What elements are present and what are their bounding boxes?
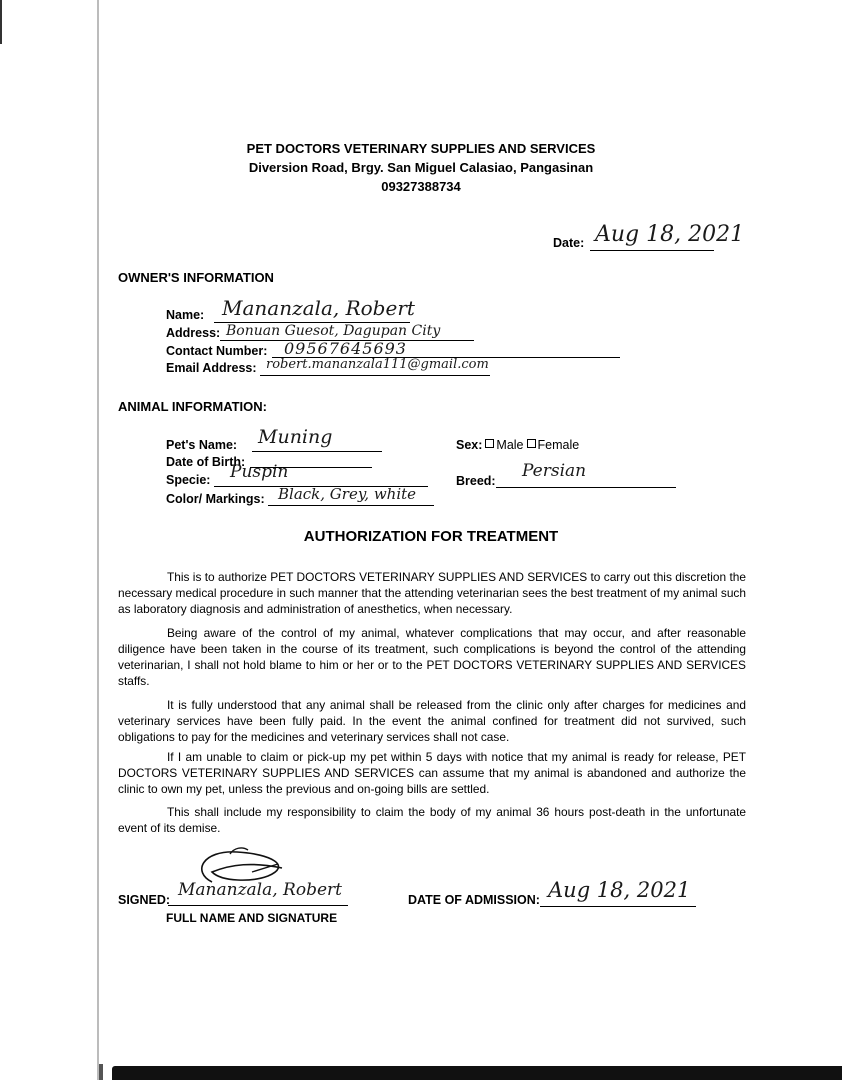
species-value: Puspin <box>230 462 289 482</box>
signed-value: Mananzala, Robert <box>178 880 342 900</box>
authorization-title: AUTHORIZATION FOR TREATMENT <box>303 528 559 545</box>
male-checkbox <box>485 439 494 448</box>
signed-label: SIGNED: <box>118 893 171 907</box>
scan-edge-mark <box>0 0 2 44</box>
admission-date-line <box>540 906 696 907</box>
authorization-paragraph-3: It is fully understood that any animal shall be released from the clinic only after charges for medicines and veterinary services have been fully paid. In the event the animal confined for treatment did not survived, such obligations to pay for the medicines and veterinary services shall not case. <box>118 698 746 744</box>
species-label: Specie: <box>166 473 211 487</box>
breed-value: Persian <box>522 461 587 481</box>
owner-email-value: robert.mananzala111@gmail.com <box>266 357 489 372</box>
admission-date-label: DATE OF ADMISSION: <box>408 893 540 907</box>
pet-name-line <box>252 451 382 452</box>
signature-caption: FULL NAME AND SIGNATURE <box>166 911 338 925</box>
owner-address-value: Bonuan Guesot, Dagupan City <box>226 323 441 339</box>
owner-section-title: OWNER'S INFORMATION <box>118 270 274 285</box>
color-value: Black, Grey, white <box>278 485 417 503</box>
sex-label: Sex: <box>456 438 483 452</box>
authorization-paragraph-4: If I am unable to claim or pick-up my pet within 5 days with notice that my animal is ready for release, PET DOCTORS VETERINARY SUPPLIES AND SERVICES can assume that my animal is abandoned and authorize the clinic to own my pet, unless the previous and on-going bills are settled. <box>118 750 746 796</box>
date-label: Date: <box>553 236 585 250</box>
signed-line <box>168 905 348 906</box>
breed-line <box>496 487 676 488</box>
authorization-paragraph-5: This shall include my responsibility to claim the body of my animal 36 hours post-death in the unfortunate event of its demise. <box>118 805 746 835</box>
color-label: Color/ Markings: <box>166 492 265 506</box>
clinic-address: Diversion Road, Brgy. San Miguel Calasiao, Pangasinan <box>248 160 594 175</box>
date-value: Aug 18, 2021 <box>595 222 745 247</box>
scan-bottom-tick <box>99 1064 103 1080</box>
authorization-paragraph-1: This is to authorize PET DOCTORS VETERINARY SUPPLIES AND SERVICES to carry out this discretion the necessary medical procedure in such manner that the attending veterinarian sees the best treatment of my animal such as laboratory diagnosis and administration of anesthetics, when necessary. <box>118 570 746 616</box>
sex-field <box>456 438 579 452</box>
owner-email-line <box>260 375 490 376</box>
color-line <box>268 505 434 506</box>
clinic-phone: 09327388734 <box>381 179 461 194</box>
owner-name-label: Name: <box>166 308 205 322</box>
female-checkbox <box>527 439 536 448</box>
owner-email-label: Email Address: <box>166 361 257 375</box>
owner-address-label: Address: <box>166 326 221 340</box>
clinic-name: PET DOCTORS VETERINARY SUPPLIES AND SERVICES <box>246 141 596 156</box>
pet-name-label: Pet's Name: <box>166 438 238 452</box>
owner-contact-value: 09567645693 <box>284 339 407 358</box>
owner-name-value: Mananzala, Robert <box>222 296 415 320</box>
breed-label: Breed: <box>456 474 496 488</box>
dob-label: Date of Birth: <box>166 455 246 469</box>
owner-contact-label: Contact Number: <box>166 344 268 358</box>
sex-male-label: Male <box>496 438 524 452</box>
date-line <box>590 250 714 251</box>
pet-name-value: Muning <box>258 426 333 448</box>
scan-bottom-shadow <box>112 1066 842 1080</box>
authorization-paragraph-2: Being aware of the control of my animal, whatever complications that may occur, and after reasonable diligence have been taken in the course of its treatment, such complications is beyond the control of the attending veterinarian, I shall not hold blame to him or her or to the PET DOCTORS VETERINARY SUPPLIES AND SERVICES staffs. <box>118 626 746 688</box>
sex-female-label: Female <box>537 438 580 452</box>
animal-section-title: ANIMAL INFORMATION: <box>118 399 267 414</box>
admission-date-value: Aug 18, 2021 <box>548 878 691 902</box>
